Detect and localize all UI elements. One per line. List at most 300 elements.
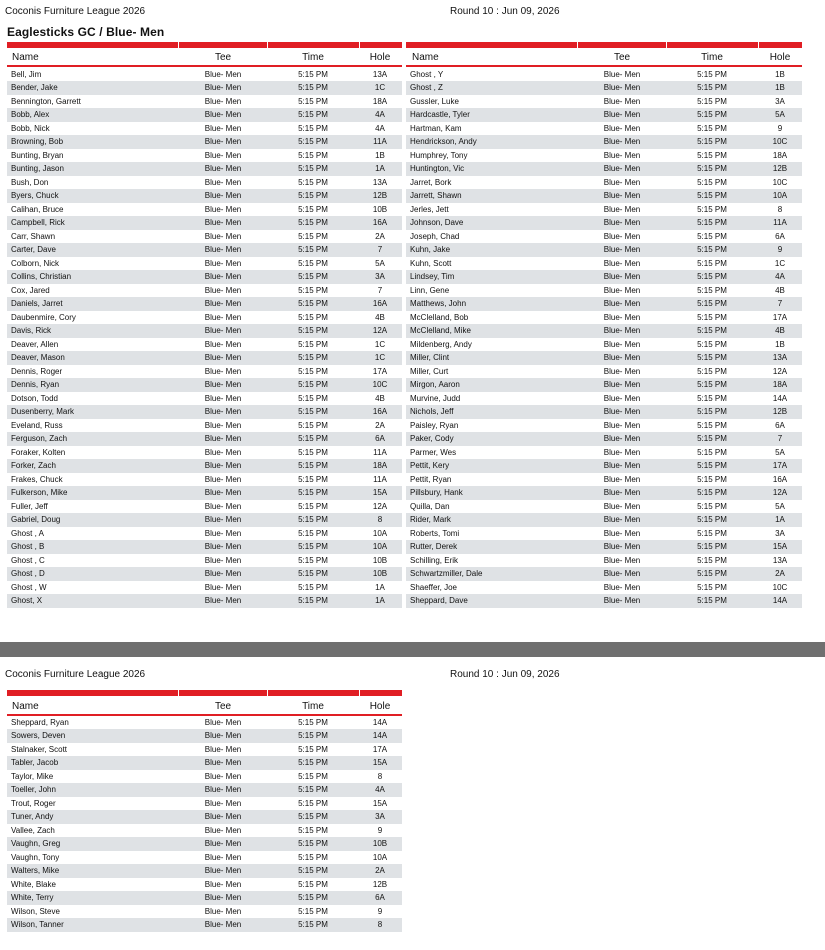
player-name-cell: Ghost , W [11,582,47,592]
player-name-cell: Dotson, Todd [11,393,58,403]
player-name-cell: Cox, Jared [11,285,50,295]
hole-value: 6A [375,893,385,902]
table-row [406,581,802,595]
table-row [7,770,402,784]
hole-value: 8 [777,204,783,214]
hole-value: 8 [377,515,383,524]
tee-time-value: 5:15 PM [697,69,727,79]
hole-value: 17A [372,366,388,376]
tee-time-value: 5:15 PM [298,879,328,889]
player-name-cell: Bender, Jake [11,83,58,92]
table-row [7,594,402,608]
table-row [406,216,802,230]
tee-value: Blue- Men [603,353,641,362]
tee-time-value: 5:15 PM [298,785,328,794]
tee-time-value: 5:15 PM [697,204,727,214]
tee-time-value: 5:15 PM [298,380,328,389]
tee-time-value: 5:15 PM [298,528,328,538]
tee-time-value: 5:15 PM [697,515,727,524]
hole-value: 4A [375,785,385,794]
table-row [406,162,802,176]
league-title: Coconis Furniture League 2026 [5,6,146,17]
tee-value: Blue- Men [204,474,242,484]
player-name-cell: Dusenberry, Mark [11,407,74,416]
table-row [406,432,802,446]
hole-value: 10A [372,542,388,551]
tee-value: Blue- Men [204,407,242,416]
tee-value: Blue- Men [603,474,641,484]
tee-value: Blue- Men [204,285,242,295]
col-header-time: Time [701,52,723,63]
table-row [7,338,402,352]
hole-value: 9 [377,825,383,835]
tee-value: Blue- Men [603,312,641,322]
table-row [7,176,402,190]
tee-time-value: 5:15 PM [697,191,727,200]
tee-value: Blue- Men [603,434,641,443]
table-row [7,432,402,446]
hole-value: 4B [775,285,785,295]
table-row [7,419,402,433]
hole-value: 3A [775,96,785,106]
player-name-cell: Johnson, Dave [410,218,464,227]
player-name-cell: Roberts, Tomi [410,528,460,538]
hole-value: 12B [772,164,788,173]
table-row [7,446,402,460]
player-name-cell: Taylor, Mike [11,771,54,781]
table-left-body [7,68,402,608]
tee-time-value: 5:15 PM [697,339,727,349]
hole-value: 1A [375,596,385,605]
tee-time-value: 5:15 PM [298,312,328,322]
tee-time-value: 5:15 PM [697,231,727,241]
player-name-cell: Bell, Jim [11,69,42,79]
table-row [406,135,802,149]
tee-value: Blue- Men [204,231,242,241]
player-name-cell: Jerles, Jett [410,204,449,214]
tee-value: Blue- Men [204,110,242,119]
tee-time-value: 5:15 PM [298,204,328,214]
player-name-cell: Pillsbury, Hank [410,488,463,497]
tee-time-value: 5:15 PM [298,596,328,605]
hole-value: 14A [772,393,788,403]
hole-value: 10B [372,204,388,214]
tee-value: Blue- Men [204,177,242,187]
player-name-cell: Bunting, Bryan [11,150,64,160]
player-name-cell: Browning, Bob [11,137,64,146]
player-name-cell: Kuhn, Jake [410,245,451,254]
tee-time-value: 5:15 PM [298,123,328,133]
round-date: Round 10 : Jun 09, 2026 [450,6,560,17]
table-row [7,783,402,797]
tee-time-value: 5:15 PM [697,164,727,173]
tee-value: Blue- Men [603,150,641,160]
tee-time-value: 5:15 PM [697,177,727,187]
hole-value: 1A [775,515,785,524]
tee-time-value: 5:15 PM [298,447,328,457]
tee-time-value: 5:15 PM [697,407,727,416]
hole-value: 10C [372,380,388,389]
table-row [406,324,802,338]
tee-time-value: 5:15 PM [697,488,727,497]
tee-value: Blue- Men [603,380,641,389]
table-row [7,743,402,757]
player-name-cell: Dennis, Ryan [11,380,60,389]
table-row [406,243,802,257]
table-row [406,203,802,217]
hole-value: 1C [374,353,386,362]
tee-time-value: 5:15 PM [298,852,328,862]
tee-value: Blue- Men [204,812,242,821]
tee-time-value: 5:15 PM [298,461,328,470]
tee-value: Blue- Men [603,137,641,146]
table-row [406,176,802,190]
hole-value: 17A [772,461,788,470]
hole-value: 5A [375,258,385,268]
tee-value: Blue- Men [204,447,242,457]
tee-value: Blue- Men [204,798,242,808]
player-name-cell: Ghost , Z [410,83,443,92]
table-row [406,594,802,608]
col-header-name: Name [12,52,39,63]
tee-value: Blue- Men [603,299,641,308]
hole-value: 15A [372,758,388,767]
player-name-cell: Vaughn, Greg [11,839,61,848]
player-name-cell: Paker, Cody [410,434,454,443]
player-name-cell: Pettit, Kery [410,461,450,470]
tee-value: Blue- Men [603,69,641,79]
hole-value: 1B [775,69,785,79]
table-row [7,311,402,325]
tee-value: Blue- Men [204,420,242,430]
player-name-cell: Pettit, Ryan [410,474,452,484]
tee-time-value: 5:15 PM [298,839,328,848]
tee-value: Blue- Men [603,258,641,268]
tee-value: Blue- Men [204,731,242,740]
tee-time-value: 5:15 PM [298,515,328,524]
table-row [7,324,402,338]
player-name-cell: Daubenmire, Cory [11,312,76,322]
player-name-cell: Tuner, Andy [11,812,54,821]
tee-time-value: 5:15 PM [697,96,727,106]
tee-time-value: 5:15 PM [697,420,727,430]
player-name-cell: Ferguson, Zach [11,434,68,443]
hole-value: 18A [372,461,388,470]
tee-time-value: 5:15 PM [697,218,727,227]
hole-value: 14A [372,731,388,740]
player-name-cell: Wilson, Tanner [11,920,64,929]
player-name-cell: Jarret, Bork [410,177,452,187]
tee-value: Blue- Men [204,879,242,889]
tee-value: Blue- Men [204,258,242,268]
player-name-cell: White, Terry [11,893,54,902]
tee-value: Blue- Men [204,717,242,727]
tee-value: Blue- Men [603,272,641,281]
player-name-cell: Gussler, Luke [410,96,459,106]
hole-value: 7 [777,434,783,443]
hole-value: 16A [372,407,388,416]
tee-value: Blue- Men [204,150,242,160]
hole-value: 1A [375,164,385,173]
col-header-name: Name [412,52,439,63]
player-name-cell: Ghost, X [11,596,43,605]
player-name-cell: Sowers, Deven [11,731,66,740]
col-header-hole: Hole [769,52,791,63]
tee-value: Blue- Men [204,758,242,767]
table-page2-accent-bar [7,690,402,696]
hole-value: 11A [373,447,387,457]
tee-time-value: 5:15 PM [298,812,328,821]
player-name-cell: Wilson, Steve [11,906,60,916]
tee-time-value: 5:15 PM [697,123,727,133]
player-name-cell: Fulkerson, Mike [11,488,68,497]
player-name-cell: Daniels, Jarret [11,299,63,308]
tee-value: Blue- Men [603,555,641,565]
table-page2-header [7,699,402,716]
hole-value: 11A [373,137,387,146]
page-separator [0,642,825,657]
hole-value: 7 [377,245,383,254]
player-name-cell: Frakes, Chuck [11,474,63,484]
table-row [406,257,802,271]
hole-value: 7 [777,299,783,308]
hole-value: 6A [375,434,385,443]
tee-value: Blue- Men [204,852,242,862]
hole-value: 3A [375,272,385,281]
player-name-cell: Linn, Gene [410,285,450,295]
player-name-cell: Kuhn, Scott [410,258,452,268]
tee-time-value: 5:15 PM [298,353,328,362]
tee-time-value: 5:15 PM [697,299,727,308]
hole-value: 15A [772,542,788,551]
hole-value: 11A [373,474,387,484]
table-row [406,365,802,379]
hole-value: 10A [372,852,388,862]
tee-value: Blue- Men [204,96,242,106]
player-name-cell: Calihan, Bruce [11,204,64,214]
hole-value: 4A [775,272,785,281]
tee-time-value: 5:15 PM [697,461,727,470]
tee-time-value: 5:15 PM [697,83,727,92]
tee-value: Blue- Men [603,393,641,403]
tee-time-value: 5:15 PM [697,258,727,268]
tee-time-value: 5:15 PM [697,393,727,403]
table-row [7,135,402,149]
table-row [7,378,402,392]
table-right-header [406,50,802,67]
hole-value: 1B [775,83,785,92]
hole-value: 18A [772,150,788,160]
table-row [406,540,802,554]
tee-time-value: 5:15 PM [298,771,328,781]
tee-time-value: 5:15 PM [298,96,328,106]
hole-value: 5A [775,447,785,457]
player-name-cell: Ghost , D [11,569,45,578]
tee-time-value: 5:15 PM [697,434,727,443]
player-name-cell: Parmer, Wes [410,447,457,457]
table-row [406,189,802,203]
table-row [7,459,402,473]
player-name-cell: Ghost , C [11,555,45,565]
tee-time-value: 5:15 PM [298,420,328,430]
tee-value: Blue- Men [204,906,242,916]
tee-value: Blue- Men [603,204,641,214]
table-left-header [7,50,402,67]
hole-value: 4A [375,110,385,119]
player-name-cell: Miller, Clint [410,353,450,362]
tee-value: Blue- Men [204,866,242,875]
player-name-cell: Jarrett, Shawn [410,191,462,200]
table-row [7,81,402,95]
hole-value: 10C [772,137,788,146]
tee-time-value: 5:15 PM [298,218,328,227]
table-row [7,554,402,568]
table-row [406,95,802,109]
table-row [406,392,802,406]
player-name-cell: Quilla, Dan [410,501,450,511]
player-name-cell: Shaeffer, Joe [410,582,457,592]
player-name-cell: Bennington, Garrett [11,96,81,106]
hole-value: 1C [774,258,786,268]
table-row [406,459,802,473]
player-name-cell: Ghost , A [11,528,44,538]
table-row [7,729,402,743]
tee-value: Blue- Men [204,893,242,902]
hole-value: 2A [375,420,385,430]
tee-time-value: 5:15 PM [697,569,727,578]
player-name-cell: Deaver, Allen [11,339,59,349]
tee-time-value: 5:15 PM [298,258,328,268]
tee-time-value: 5:15 PM [298,245,328,254]
tee-time-value: 5:15 PM [697,150,727,160]
col-header-name: Name [12,701,39,712]
tee-value: Blue- Men [204,582,242,592]
club-division-title: Eaglesticks GC / Blue- Men [7,25,165,39]
tee-value: Blue- Men [204,272,242,281]
tee-time-value: 5:15 PM [697,272,727,281]
table-row [7,365,402,379]
tee-time-value: 5:15 PM [298,177,328,187]
table-row [7,905,402,919]
tee-value: Blue- Men [204,488,242,497]
player-name-cell: Joseph, Chad [410,231,460,241]
player-name-cell: Mirgon, Aaron [410,380,460,389]
tee-time-value: 5:15 PM [697,447,727,457]
tee-value: Blue- Men [204,825,242,835]
player-name-cell: Toeller, John [11,785,56,794]
table-row [7,473,402,487]
tee-value: Blue- Men [204,245,242,254]
hole-value: 15A [372,488,388,497]
table-row [7,837,402,851]
tee-value: Blue- Men [204,299,242,308]
table-row [7,162,402,176]
table-row [7,878,402,892]
tee-time-value: 5:15 PM [697,312,727,322]
tee-time-value: 5:15 PM [697,326,727,335]
player-name-cell: Dennis, Roger [11,366,63,376]
tee-time-value: 5:15 PM [298,231,328,241]
tee-value: Blue- Men [603,285,641,295]
table-row [406,149,802,163]
tee-value: Blue- Men [603,447,641,457]
player-name-cell: Walters, Mike [11,866,60,875]
hole-value: 12A [372,326,388,335]
table-row [406,567,802,581]
table-row [406,527,802,541]
tee-time-value: 5:15 PM [298,83,328,92]
tee-time-value: 5:15 PM [697,110,727,119]
hole-value: 16A [372,299,388,308]
hole-value: 12B [372,879,388,889]
table-row [406,405,802,419]
player-name-cell: Bobb, Alex [11,110,50,119]
player-name-cell: Sheppard, Dave [410,596,468,605]
tee-time-value: 5:15 PM [298,555,328,565]
table-row [7,486,402,500]
table-row [7,230,402,244]
tee-time-value: 5:15 PM [697,474,727,484]
table-row [7,797,402,811]
hole-value: 1C [374,83,386,92]
tee-value: Blue- Men [204,123,242,133]
tee-time-value: 5:15 PM [697,528,727,538]
tee-time-value: 5:15 PM [298,474,328,484]
tee-value: Blue- Men [603,488,641,497]
tee-time-value: 5:15 PM [697,501,727,511]
hole-value: 2A [375,231,385,241]
hole-value: 15A [372,798,388,808]
table-row [406,419,802,433]
tee-time-value: 5:15 PM [298,798,328,808]
tee-value: Blue- Men [603,420,641,430]
tee-value: Blue- Men [603,164,641,173]
table-row [7,189,402,203]
tee-value: Blue- Men [204,312,242,322]
table-row [406,500,802,514]
player-name-cell: Vallee, Zach [11,825,55,835]
tee-value: Blue- Men [603,326,641,335]
tee-time-value: 5:15 PM [298,758,328,767]
col-header-tee: Tee [613,52,631,63]
hole-value: 5A [775,110,785,119]
table-row [7,527,402,541]
tee-value: Blue- Men [603,528,641,538]
player-name-cell: Campbell, Rick [11,218,65,227]
player-name-cell: Eveland, Russ [11,420,63,430]
tee-time-value: 5:15 PM [298,393,328,403]
tee-time-value: 5:15 PM [298,339,328,349]
player-name-cell: Mildenberg, Andy [410,339,472,349]
table-row [7,891,402,905]
tee-time-value: 5:15 PM [298,137,328,146]
hole-value: 12B [372,191,388,200]
player-name-cell: Stalnaker, Scott [11,744,68,754]
col-header-time: Time [302,701,324,712]
tee-value: Blue- Men [603,339,641,349]
tee-value: Blue- Men [603,501,641,511]
player-name-cell: Byers, Chuck [11,191,59,200]
tee-value: Blue- Men [204,771,242,781]
table-row [7,810,402,824]
table-row [406,284,802,298]
hole-value: 12A [372,501,388,511]
hole-value: 13A [372,69,388,79]
table-row [406,473,802,487]
hole-value: 14A [372,717,388,727]
tee-time-value: 5:15 PM [697,366,727,376]
hole-value: 1B [775,339,785,349]
